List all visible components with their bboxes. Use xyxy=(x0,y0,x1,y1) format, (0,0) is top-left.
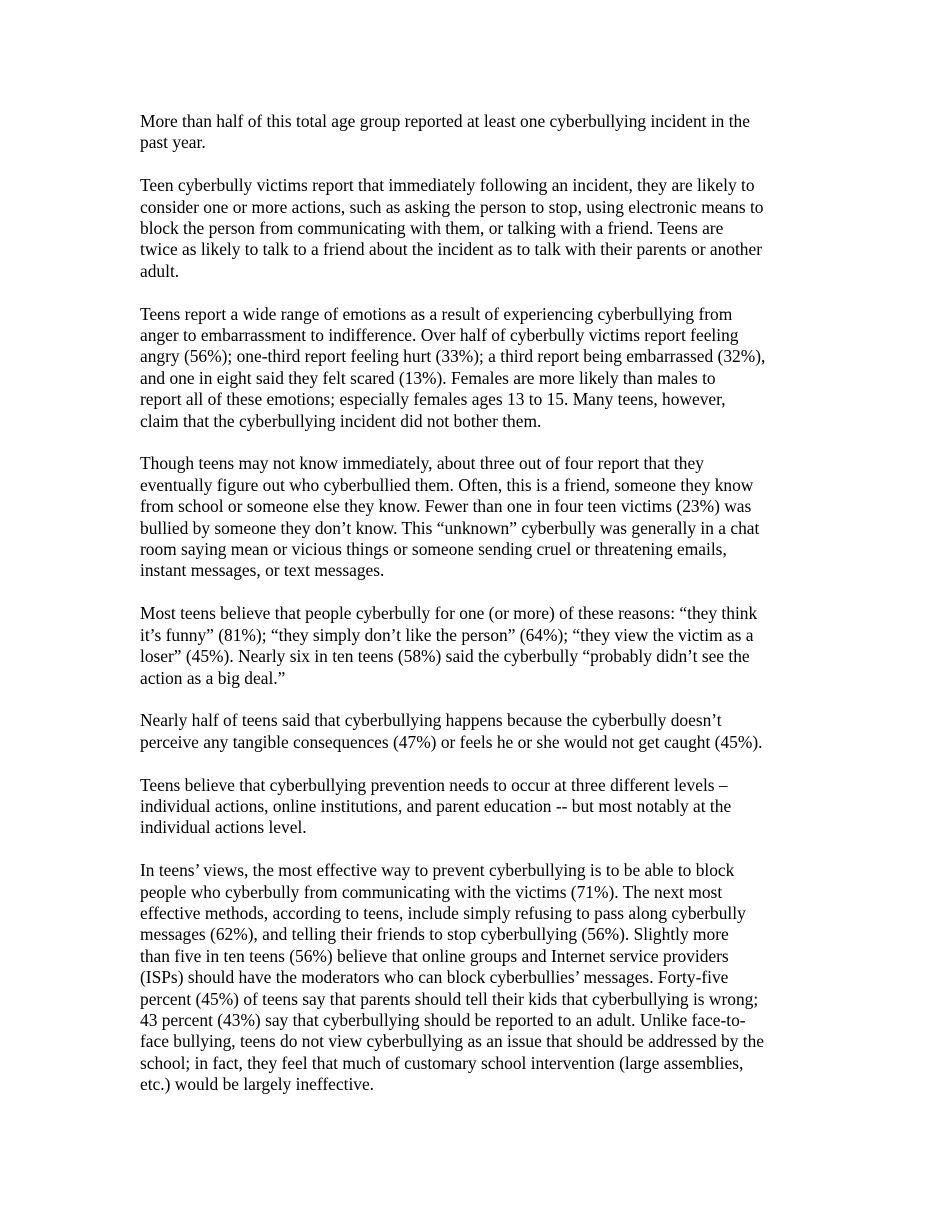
paragraph-consequences: Nearly half of teens said that cyberbullying happens because the cyberbully doesn’t perceive any tangible consequences (47%) or feels he or she would not get caught (45%). xyxy=(140,710,763,752)
paragraph-reasons: Most teens believe that people cyberbully for one (or more) of these reasons: “they think it’s funny” (81%); “they simply don’t like the person” (64%); “they view the victim as a loser” (45%). Nearly six in ten teens (58%) said the cyberbully “probably didn’t see the action as a big deal.” xyxy=(140,603,758,688)
document-page xyxy=(140,111,820,1117)
paragraph-prevention-levels: Teens believe that cyberbullying prevention needs to occur at three different levels – individual actions, online institutions, and parent education -- but most notably at the individual actions level. xyxy=(140,774,732,838)
paragraph-prevention-methods: In teens’ views, the most effective way to prevent cyberbullying is to be able to block people who cyberbully from communicating with the victims (71%). The next most effective methods, according to teens, include simply refusing to pass along cyberbully messages (62%), and telling their friends to stop cyberbullying (56%). Slightly more than five in ten teens (56%) believe that online groups and Internet service providers (ISPs) should have the moderators who can block cyberbullies’ messages. Forty-five percent (45%) of teens say that parents should tell their kids that cyberbullying is wrong; 43 percent (43%) say that cyberbullying should be reported to an adult. Unlike face-to- face bullying, teens do not view cyberbullying as an issue that should be addressed by the school; in fact, they feel that much of customary school intervention (large assemblies, etc.) would be largely ineffective. xyxy=(140,860,764,1095)
paragraph-identifying-bully: Though teens may not know immediately, about three out of four report that they eventually figure out who cyberbullied them. Often, this is a friend, someone they know from school or someone else they know. Fewer than one in four teen victims (23%) was bullied by someone they don’t know. This “unknown” cyberbully was generally in a chat room saying mean or vicious things or someone sending cruel or threatening emails, instant messages, or text messages. xyxy=(140,453,760,581)
paragraph-emotions: Teens report a wide range of emotions as a result of experiencing cyberbullying from anger to embarrassment to indifference. Over half of cyberbully victims report feeling angry (56%); one-third report feeling hurt (33%); a third report being embarrassed (32%), and one in eight said they felt scared (13%). Females are more likely than males to report all of these emotions; especially females ages 13 to 15. Many teens, however, claim that the cyberbullying incident did not bother them. xyxy=(140,303,766,431)
paragraph-victim-actions: Teen cyberbully victims report that immediately following an incident, they are likely to consider one or more actions, such as asking the person to stop, using electronic means to block the person from communicating with them, or talking with a friend. Teens are twice as likely to talk to a friend about the incident as to talk with their parents or another adult. xyxy=(140,175,764,281)
paragraph-incident-prevalence: More than half of this total age group reported at least one cyberbullying incident in the past year. xyxy=(140,111,750,153)
